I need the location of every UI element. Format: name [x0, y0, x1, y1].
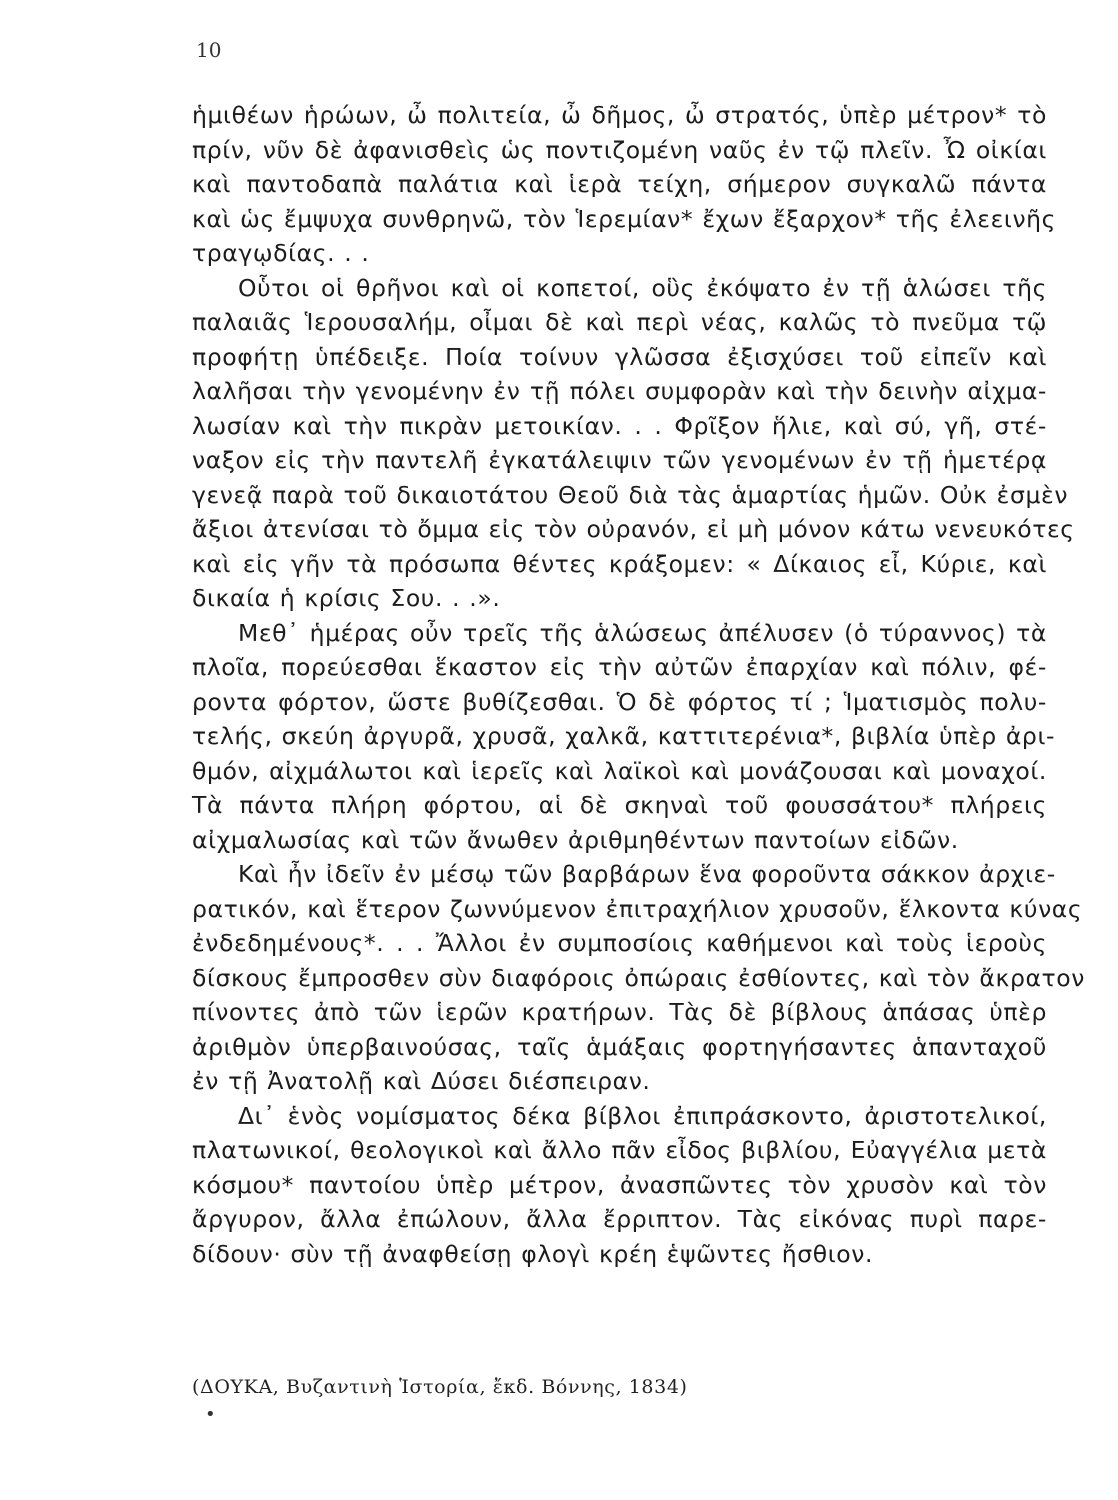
text-line: ροντα φόρτον, ὥστε βυθίζεσθαι. Ὁ δὲ φόρτος τί ; Ἱματισμὸς πολυ- — [192, 687, 1047, 716]
text-line: Καὶ ἦν ἰδεῖν ἐν μέσῳ τῶν βαρβάρων ἕνα φοροῦντα σάκκον ἀρχιε- — [238, 860, 1056, 888]
text-line: θμόν, αἰχμάλωτοι καὶ ἱερεῖς καὶ λαϊκοὶ καὶ μονάζουσαι καὶ μοναχοί. — [192, 756, 1047, 785]
body-text — [192, 98, 1086, 1271]
text-line: παλαιᾶς Ἱερουσαλήμ, οἶμαι δὲ καὶ περὶ νέας, καλῶς τὸ πνεῦμα τῷ — [192, 308, 1047, 336]
text-line: τελής, σκεύη ἀργυρᾶ, χρυσᾶ, χαλκᾶ, καττιτερένια*, βιβλία ὑπὲρ ἀρι- — [192, 722, 1056, 750]
text-line: κόσμου* παντοίου ὑπὲρ μέτρον, ἀνασπῶντες τὸν χρυσὸν καὶ τὸν — [192, 1170, 1047, 1199]
text-line: γενεᾷ παρὰ τοῦ δικαιοτάτου Θεοῦ διὰ τὰς ἁμαρτίας ἡμῶν. Οὐκ ἐσμὲν — [192, 480, 1069, 509]
text-line: Τὰ πάντα πλήρη φόρτου, αἱ δὲ σκηναὶ τοῦ φουσσάτου* πλήρεις — [192, 791, 1047, 819]
text-line: λαλῆσαι τὴν γενομένην ἐν τῇ πόλει συμφορὰν καὶ τὴν δεινὴν αἰχμα- — [192, 377, 1047, 405]
text-line: ἡμιθέων ἡρώων, ὦ πολιτεία, ὦ δῆμος, ὦ στρατός, ὑπὲρ μέτρον* τὸ — [192, 101, 1047, 129]
page-number: 10 — [196, 38, 222, 62]
text-line: Δι᾽ ἑνὸς νομίσματος δέκα βίβλοι ἐπιπράσκοντο, ἀριστοτελικοί, — [238, 1101, 1047, 1130]
text-line: ἄξιοι ἀτενίσαι τὸ ὄμμα εἰς τὸν οὐρανόν, εἰ μὴ μόνον κάτω νενευκότες — [192, 515, 1075, 543]
text-line: πίνοντες ἀπὸ τῶν ἱερῶν κρατήρων. Τὰς δὲ βίβλους ἁπάσας ὑπὲρ — [192, 998, 1047, 1026]
text-line: πλατωνικοί, θεολογικοὶ καὶ ἄλλο πᾶν εἶδος βιβλίου, Εὐαγγέλια μετὰ — [192, 1136, 1047, 1164]
text-line: καὶ παντοδαπὰ παλάτια καὶ ἱερὰ τείχη, σήμερον συγκαλῶ πάντα — [192, 170, 1047, 198]
text-line: ρατικόν, καὶ ἕτερον ζωννύμενον ἐπιτραχήλιον χρυσοῦν, ἕλκοντα κύνας — [192, 894, 1083, 923]
text-line: Μεθ᾽ ἡμέρας οὖν τρεῖς τῆς ἁλώσεως ἀπέλυσεν (ὁ τύραννος) τὰ — [238, 618, 1047, 647]
text-line: δίδουν· σὺν τῇ ἀναφθείσῃ φλογὶ κρέη ἑψῶντες ἤσθιον. — [192, 1239, 874, 1268]
text-line: ναξον εἰς τὴν παντελῆ ἐγκατάλειψιν τῶν γενομένων ἐν τῇ ἡμετέρᾳ — [192, 446, 1047, 474]
text-line: ἐνδεδημένους*. . . Ἄλλοι ἐν συμποσίοις καθήμενοι καὶ τοὺς ἱεροὺς — [192, 929, 1047, 957]
text-line: πρίν, νῦν δὲ ἀφανισθεὶς ὡς ποντιζομένη ναῦς ἐν τῷ πλεῖν. Ὦ οἰκίαι — [192, 135, 1047, 164]
stray-mark: • — [205, 1404, 216, 1425]
text-line: ἄργυρον, ἄλλα ἐπώλουν, ἄλλα ἔρριπτον. Τὰς εἰκόνας πυρὶ παρε- — [192, 1205, 1047, 1233]
text-line: ἀριθμὸν ὑπερβαινούσας, ταῖς ἁμάξαις φορτηγήσαντες ἁπανταχοῦ — [192, 1032, 1047, 1061]
text-line: τραγῳδίας. . . — [192, 239, 370, 267]
text-line: Οὗτοι οἱ θρῆνοι καὶ οἱ κοπετοί, οὓς ἐκόψατο ἐν τῇ ἁλώσει τῆς — [238, 273, 1047, 302]
text-line: προφήτῃ ὑπέδειξε. Ποία τοίνυν γλῶσσα ἐξισχύσει τοῦ εἰπεῖν καὶ — [192, 342, 1047, 371]
text-line: δίσκους ἔμπροσθεν σὺν διαφόροις ὀπώραις ἐσθίοντες, καὶ τὸν ἄκρατον — [192, 963, 1086, 992]
text-line: καὶ εἰς γῆν τὰ πρόσωπα θέντες κράξομεν: « Δίκαιος εἶ, Κύριε, καὶ — [192, 549, 1047, 578]
text-line: αἰχμαλωσίας καὶ τῶν ἄνωθεν ἀριθμηθέντων παντοίων εἰδῶν. — [192, 825, 959, 854]
text-line: καὶ ὡς ἔμψυχα συνθρηνῶ, τὸν Ἱερεμίαν* ἔχων ἔξαρχον* τῆς ἐλεεινῆς — [192, 204, 1057, 233]
text-line: ἐν τῇ Ἀνατολῇ καὶ Δύσει διέσπειραν. — [192, 1067, 651, 1095]
text-line: λωσίαν καὶ τὴν πικρὰν μετοικίαν. . . Φρῖξον ἥλιε, καὶ σύ, γῆ, στέ- — [192, 411, 1047, 440]
text-line: πλοῖα, πορεύεσθαι ἕκαστον εἰς τὴν αὐτῶν ἐπαρχίαν καὶ πόλιν, φέ- — [192, 653, 1047, 681]
text-line: δικαία ἡ κρίσις Σου. . .». — [192, 584, 501, 612]
source-citation: (ΔΟΥΚΑ, Βυζαντινὴ Ἱστορία, ἔκδ. Βόννης, 1834) — [192, 1376, 688, 1398]
